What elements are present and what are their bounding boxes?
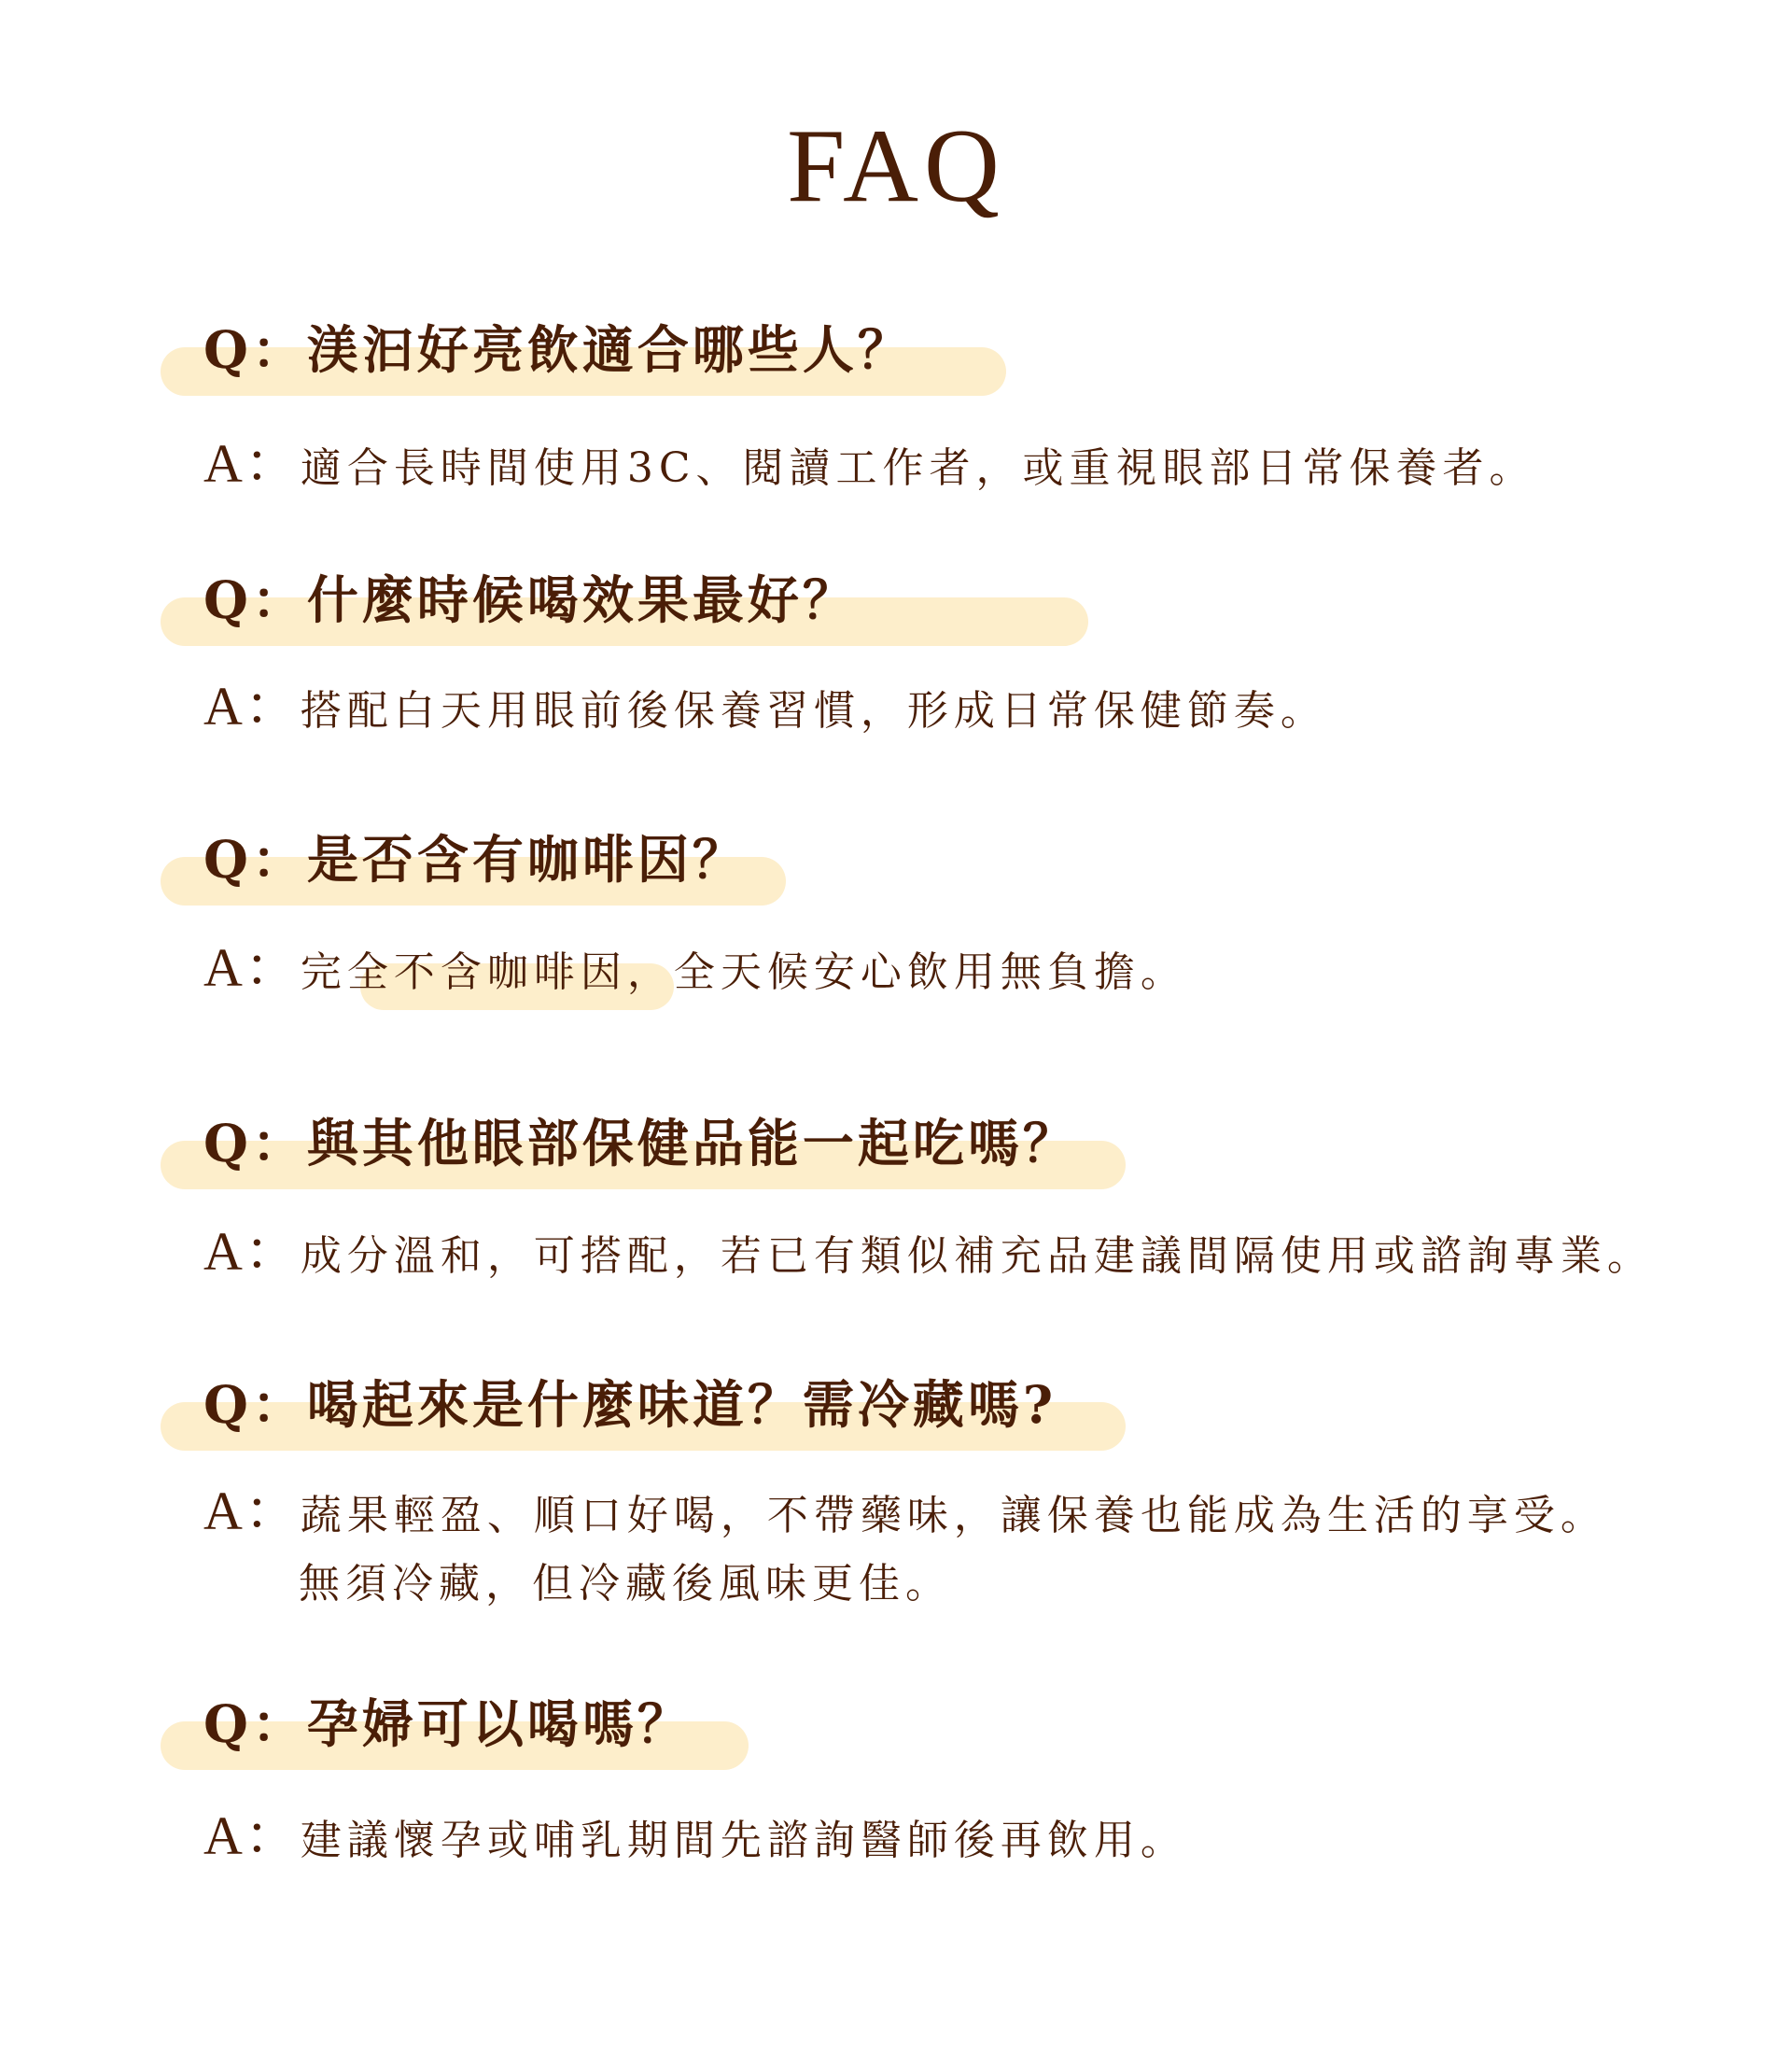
faq-answer — [203, 1219, 1654, 1289]
faq-answer — [203, 674, 1327, 744]
question-text: 什麼時候喝效果最好？ — [306, 569, 858, 630]
question-text: 與其他眼部保健品能一起吃嗎？ — [306, 1113, 1078, 1173]
faq-answer — [203, 431, 1536, 501]
faq-question — [203, 1111, 1078, 1176]
question-prefix: Q： — [203, 829, 307, 890]
question-text: 孕婦可以喝嗎？ — [306, 1693, 693, 1754]
answer-text: 建議懷孕或哺乳期間先諮詢醫師後再飲用。 — [300, 1817, 1187, 1864]
question-text: 渼汩好亮飲適合哪些人？ — [306, 319, 913, 380]
question-prefix: Q： — [203, 1693, 307, 1754]
faq-answer — [203, 935, 1187, 1005]
answer-prefix: A： — [203, 1221, 301, 1282]
faq-question — [203, 827, 748, 892]
answer-prefix: A： — [203, 676, 301, 737]
question-text: 喝起來是什麼味道？需冷藏嗎? — [306, 1374, 1057, 1435]
answer-text-continued: 無須冷藏，但冷藏後風味更佳。 — [299, 1560, 952, 1608]
answer-prefix: A： — [203, 433, 301, 494]
faq-question — [203, 317, 913, 383]
faq-question — [203, 1372, 1057, 1438]
faq-answer — [203, 1479, 1607, 1549]
faq-question — [203, 1692, 693, 1757]
question-prefix: Q： — [203, 1113, 307, 1173]
answer-text: 蔬果輕盈、順口好喝，不帶藥味，讓保養也能成為生活的享受。 — [300, 1492, 1607, 1539]
answer-text: 適合長時間使用3C、閱讀工作者，或重視眼部日常保養者。 — [300, 444, 1536, 492]
answer-text: 搭配白天用眼前後保養習慣，形成日常保健節奏。 — [300, 687, 1327, 735]
faq-question — [203, 568, 858, 633]
faq-answer — [203, 1804, 1187, 1874]
question-prefix: Q： — [203, 319, 307, 380]
question-prefix: Q： — [203, 1374, 307, 1435]
question-text: 是否含有咖啡因？ — [306, 829, 748, 890]
answer-prefix: A： — [203, 937, 301, 998]
answer-prefix: A： — [203, 1481, 301, 1541]
page-title: FAQ — [787, 108, 1005, 224]
answer-text: 成分溫和，可搭配，若已有類似補充品建議間隔使用或諮詢專業。 — [300, 1232, 1654, 1280]
answer-text: 完全不含咖啡因，全天候安心飲用無負擔。 — [300, 948, 1187, 996]
question-prefix: Q： — [203, 569, 307, 630]
answer-prefix: A： — [203, 1805, 301, 1866]
